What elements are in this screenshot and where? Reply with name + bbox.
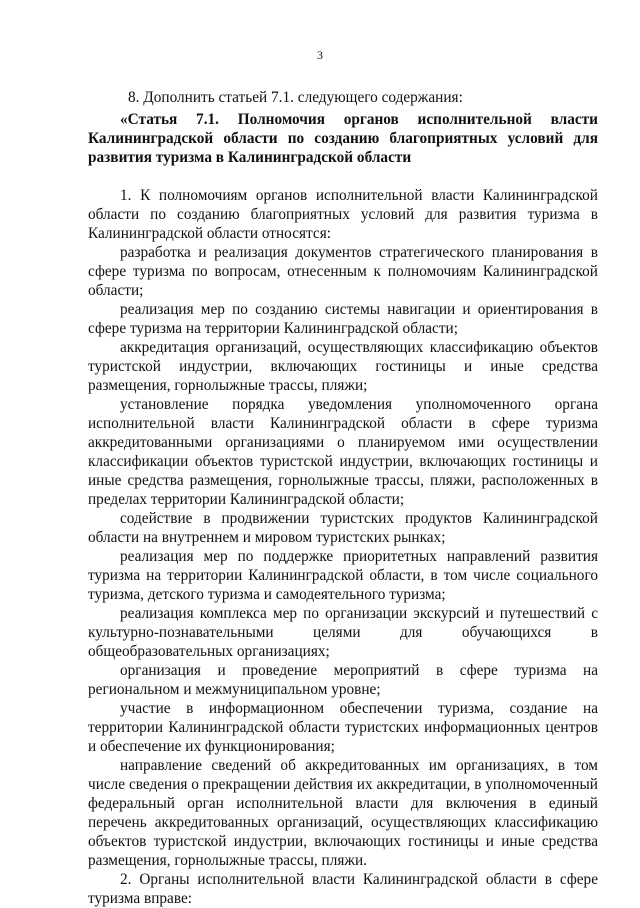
document-body	[88, 88, 598, 908]
paragraph: содействие в продвижении туристских продуктов Калининградской области на внутреннем и мировом туристских рынках;	[88, 510, 598, 546]
article-title: «Статья 7.1. Полномочия органов исполнительной власти Калининградской области по созданию благоприятных условий для развития туризма в Калининградской области	[88, 111, 598, 166]
paragraph: реализация мер по поддержке приоритетных направлений развития туризма на территории Калининградской области, в том числе социального туризма, детского туризма и самодеятельного туризма;	[88, 548, 598, 603]
paragraph: организация и проведение мероприятий в сфере туризма на региональном и межмуниципальном уровне;	[88, 662, 598, 698]
page-number: 3	[317, 48, 323, 62]
paragraph: разработка и реализация документов стратегического планирования в сфере туризма по вопросам, отнесенным к полномочиям Калининградской области;	[88, 244, 598, 299]
paragraph: реализация комплекса мер по организации экскурсий и путешествий с культурно-познавательными целями для обучающихся в общеобразовательных организациях;	[88, 605, 598, 660]
paragraph: аккредитация организаций, осуществляющих классификацию объектов туристской индустрии, включающих гостиницы и иные средства размещения, горнолыжные трассы, пляжи;	[88, 339, 598, 394]
paragraph: направление сведений об аккредитованных им организациях, в том числе сведения о прекращении действия их аккредитации, в уполномоченный федеральный орган исполнительной власти для включения в единый перечень аккредитованных организаций, осуществляющих классификацию объектов туристской индустрии, включающих гостиницы и иные средства размещения, горнолыжные трассы, пляжи.	[88, 757, 598, 869]
paragraph: установление порядка уведомления уполномоченного органа исполнительной власти Калининградской области в сфере туризма аккредитованными организациями о планируемом ими осуществлении классификации объектов туристской индустрии, включающих гостиницы и иные средства размещения, горнолыжные трассы, пляжи, расположенных в пределах территории Калининградской области;	[88, 396, 598, 508]
paragraph: реализация мер по созданию системы навигации и ориентирования в сфере туризма на территории Калининградской области;	[88, 301, 598, 337]
paragraph: 1. К полномочиям органов исполнительной власти Калининградской области по созданию благоприятных условий для развития туризма в Калининградской области относятся:	[88, 187, 598, 242]
paragraph: участие в информационном обеспечении туризма, создание на территории Калининградской области туристских информационных центров и обеспечение их функционирования;	[88, 700, 598, 755]
amendment-line: 8. Дополнить статьей 7.1. следующего содержания:	[128, 89, 463, 106]
paragraph: 2. Органы исполнительной власти Калининградской области в сфере туризма вправе:	[88, 871, 598, 907]
